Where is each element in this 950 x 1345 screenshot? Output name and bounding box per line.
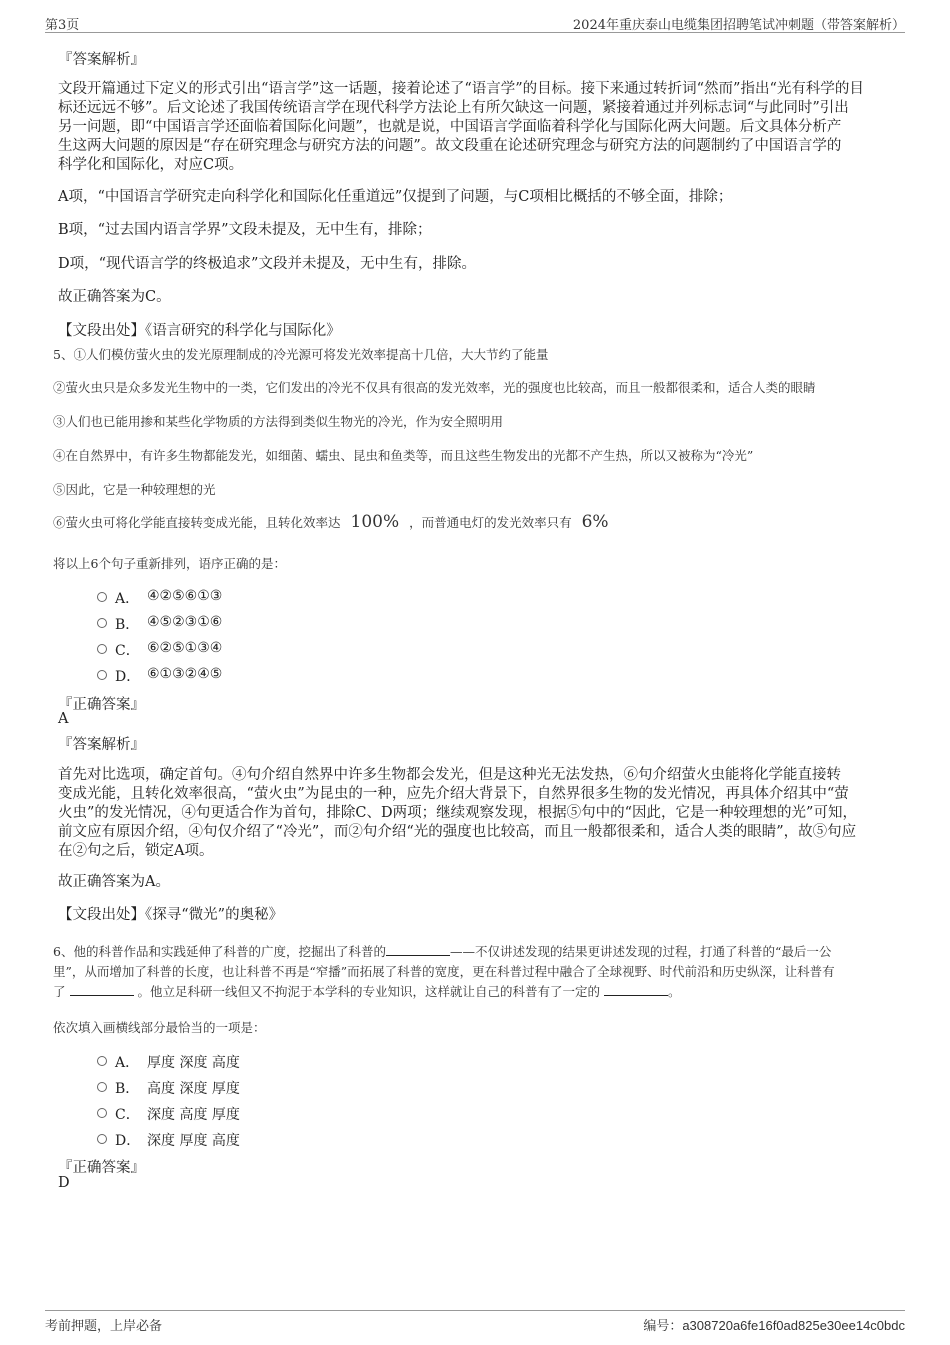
q4-analysis-line: 另一问题，即“中国语言学还面临着国际化问题”，也就是说，中国语言学面临着科学化与国际化两大问题。后文具体分析产 — [58, 119, 842, 135]
q5-sentence-6-part: ⑥萤火虫可将化学能直接转变成光能，且转化效率达 — [53, 515, 341, 530]
q6-stem-line — [53, 942, 913, 960]
page-header — [45, 12, 905, 33]
q6-stem-part: ——不仅讲述发现的结果更讲述发现的过程，打通了科普的“最后一公 — [449, 944, 832, 959]
option-text: ⑥①③②④⑤ — [147, 666, 223, 682]
q5-sentence-5: ⑤因此，它是一种较理想的光 — [53, 482, 216, 497]
q4-analysis-line: 生这两大问题的原因是“存在研究理念与研究方法的问题”。故文段重在论述研究理念与研究方法的问题制约了中国语言学的 — [58, 138, 842, 154]
q5-analysis-line: 前文应有原因介绍，④句仅介绍了“冷光”，而②句介绍“光的强度也比较高，而且一般都很柔和，适合人类的眼睛”，故⑤句应 — [58, 824, 857, 840]
q5-analysis-title: 『答案解析』 — [58, 737, 145, 753]
option-text: 高度 深度 厚度 — [147, 1081, 240, 1097]
q5-analysis-line: 火虫”的发光情况，④句更适合作为首句，排除C、D两项；继续观察发现，根据⑤句中的“因此，它是一种较理想的光”可知， — [58, 805, 857, 821]
fill-blank-2[interactable] — [70, 984, 134, 996]
page-number: 第3页 — [45, 18, 80, 33]
option-letter: B． — [115, 1081, 140, 1097]
radio-icon[interactable] — [97, 1134, 107, 1144]
radio-icon[interactable] — [97, 1056, 107, 1066]
document-title: 2024年重庆泰山电缆集团招聘笔试冲刺题（带答案解析） — [572, 18, 905, 33]
fill-blank-3[interactable] — [604, 984, 668, 996]
q5-analysis-line: 变成光能，且转化效率很高，“萤火虫”为昆虫的一种，应先介绍大背景下，自然界很多生物的发光情况，再具体介绍其中“萤 — [58, 786, 849, 802]
option-text: 深度 高度 厚度 — [147, 1107, 240, 1123]
radio-icon[interactable] — [97, 1108, 107, 1118]
option-text: 深度 厚度 高度 — [147, 1133, 240, 1149]
option-text: ④②⑤⑥①③ — [147, 588, 223, 604]
q6-answer: D — [58, 1175, 70, 1191]
q6-stem-part: 6、他的科普作品和实践延伸了科普的广度，挖掘出了科普的 — [53, 944, 386, 959]
q5-sentence-1: 5、①人们模仿萤火虫的发光原理制成的冷光源可将发光效率提高十几倍，大大节约了能量 — [53, 347, 549, 362]
q4-source: 【文段出处】《语言研究的科学化与国际化》 — [58, 323, 341, 339]
efficiency-value: 6% — [581, 512, 609, 532]
code-value: a308720a6fe16f0ad825e30ee14c0bdc — [682, 1318, 905, 1333]
radio-icon[interactable] — [97, 592, 107, 602]
q4-analysis-title: 『答案解析』 — [58, 52, 145, 68]
option-letter: B． — [115, 617, 140, 633]
q6-stem-part: 。 — [668, 984, 681, 999]
option-text: 厚度 深度 高度 — [147, 1055, 240, 1071]
q6-stem-line — [53, 982, 913, 1000]
option-letter: D． — [115, 669, 141, 685]
q6-stem-line: 里”，从而增加了科普的长度，也让科普不再是“窄播”而拓展了科普的宽度，更在科普过程中融合了全球视野、时代前沿和历史纵深，让科普有 — [53, 964, 835, 979]
option-text: ⑥②⑤①③④ — [147, 640, 223, 656]
q5-sentence-4: ④在自然界中，有许多生物都能发光，如细菌、蠕虫、昆虫和鱼类等，而且这些生物发出的光都不产生热，所以又被称为“冷光” — [53, 448, 754, 463]
q4-analysis-line: 文段开篇通过下定义的形式引出“语言学”这一话题，接着论述了“语言学”的目标。接下来通过转折词“然而”指出“光有科学的目 — [58, 81, 864, 97]
q5-analysis-line: 在②句之后，锁定A项。 — [58, 843, 214, 859]
option-letter: A． — [115, 591, 140, 607]
option-letter: C． — [115, 1107, 140, 1123]
footer-slogan: 考前押题，上岸必备 — [45, 1319, 163, 1334]
q4-analysis-line: 标还远远不够”。后文论述了我国传统语言学在现代科学方法论上有所欠缺这一问题，紧接着通过并列标志词“与此同时”引出 — [58, 100, 849, 116]
page-footer — [45, 1310, 905, 1333]
q5-prompt: 将以上6个句子重新排列，语序正确的是： — [53, 556, 286, 571]
option-text: ④⑤②③①⑥ — [147, 614, 223, 630]
q4-conclusion: 故正确答案为C。 — [58, 289, 171, 305]
radio-icon[interactable] — [97, 618, 107, 628]
q5-sentence-6-part: ，而普通电灯的发光效率只有 — [409, 515, 572, 530]
radio-icon[interactable] — [97, 670, 107, 680]
q5-sentence-6 — [53, 512, 609, 532]
fill-blank-1[interactable] — [386, 944, 450, 956]
q4-option-d-analysis: D项，“现代语言学的终极追求”文段并未提及，无中生有，排除。 — [58, 256, 476, 272]
radio-icon[interactable] — [97, 1082, 107, 1092]
option-letter: A． — [115, 1055, 140, 1071]
efficiency-value: 100% — [350, 512, 400, 532]
q6-stem-part: 。他立足科研一线但又不拘泥于本学科的专业知识，这样就让自己的科普有了一定的 — [137, 984, 601, 999]
q5-sentence-2: ②萤火虫只是众多发光生物中的一类，它们发出的冷光不仅具有很高的发光效率，光的强度也比较高，而且一般都很柔和，适合人类的眼睛 — [53, 380, 816, 395]
q5-analysis — [58, 766, 908, 861]
q5-analysis-line: 首先对比选项，确定首句。④句介绍自然界中许多生物都会发光，但是这种光无法发热，⑥句介绍萤火虫能将化学能直接转 — [58, 767, 841, 783]
q4-option-a-analysis: A项，“中国语言学研究走向科学化和国际化任重道远”仅提到了问题，与C项相比概括的不够全面，排除； — [58, 189, 733, 205]
radio-icon[interactable] — [97, 644, 107, 654]
q4-analysis — [58, 80, 898, 175]
option-letter: C． — [115, 643, 140, 659]
document-code — [643, 1315, 905, 1334]
q5-conclusion: 故正确答案为A。 — [58, 874, 170, 890]
q5-answer: A — [58, 711, 69, 727]
q5-source: 【文段出处】《探寻“微光”的奥秘》 — [58, 907, 284, 923]
code-label: 编号： — [643, 1319, 683, 1334]
q6-stem-part: 了 — [53, 984, 66, 999]
q6-answer-title: 『正确答案』 — [58, 1160, 145, 1176]
q6-prompt: 依次填入画横线部分最恰当的一项是： — [53, 1020, 266, 1035]
q4-analysis-line: 科学化和国际化，对应C项。 — [58, 157, 244, 173]
option-letter: D． — [115, 1133, 141, 1149]
q5-sentence-3: ③人们也已能用掺和某些化学物质的方法得到类似生物光的冷光，作为安全照明用 — [53, 414, 504, 429]
q5-answer-title: 『正确答案』 — [58, 697, 145, 713]
q4-option-b-analysis: B项，“过去国内语言学界”文段未提及，无中生有，排除； — [58, 222, 432, 238]
